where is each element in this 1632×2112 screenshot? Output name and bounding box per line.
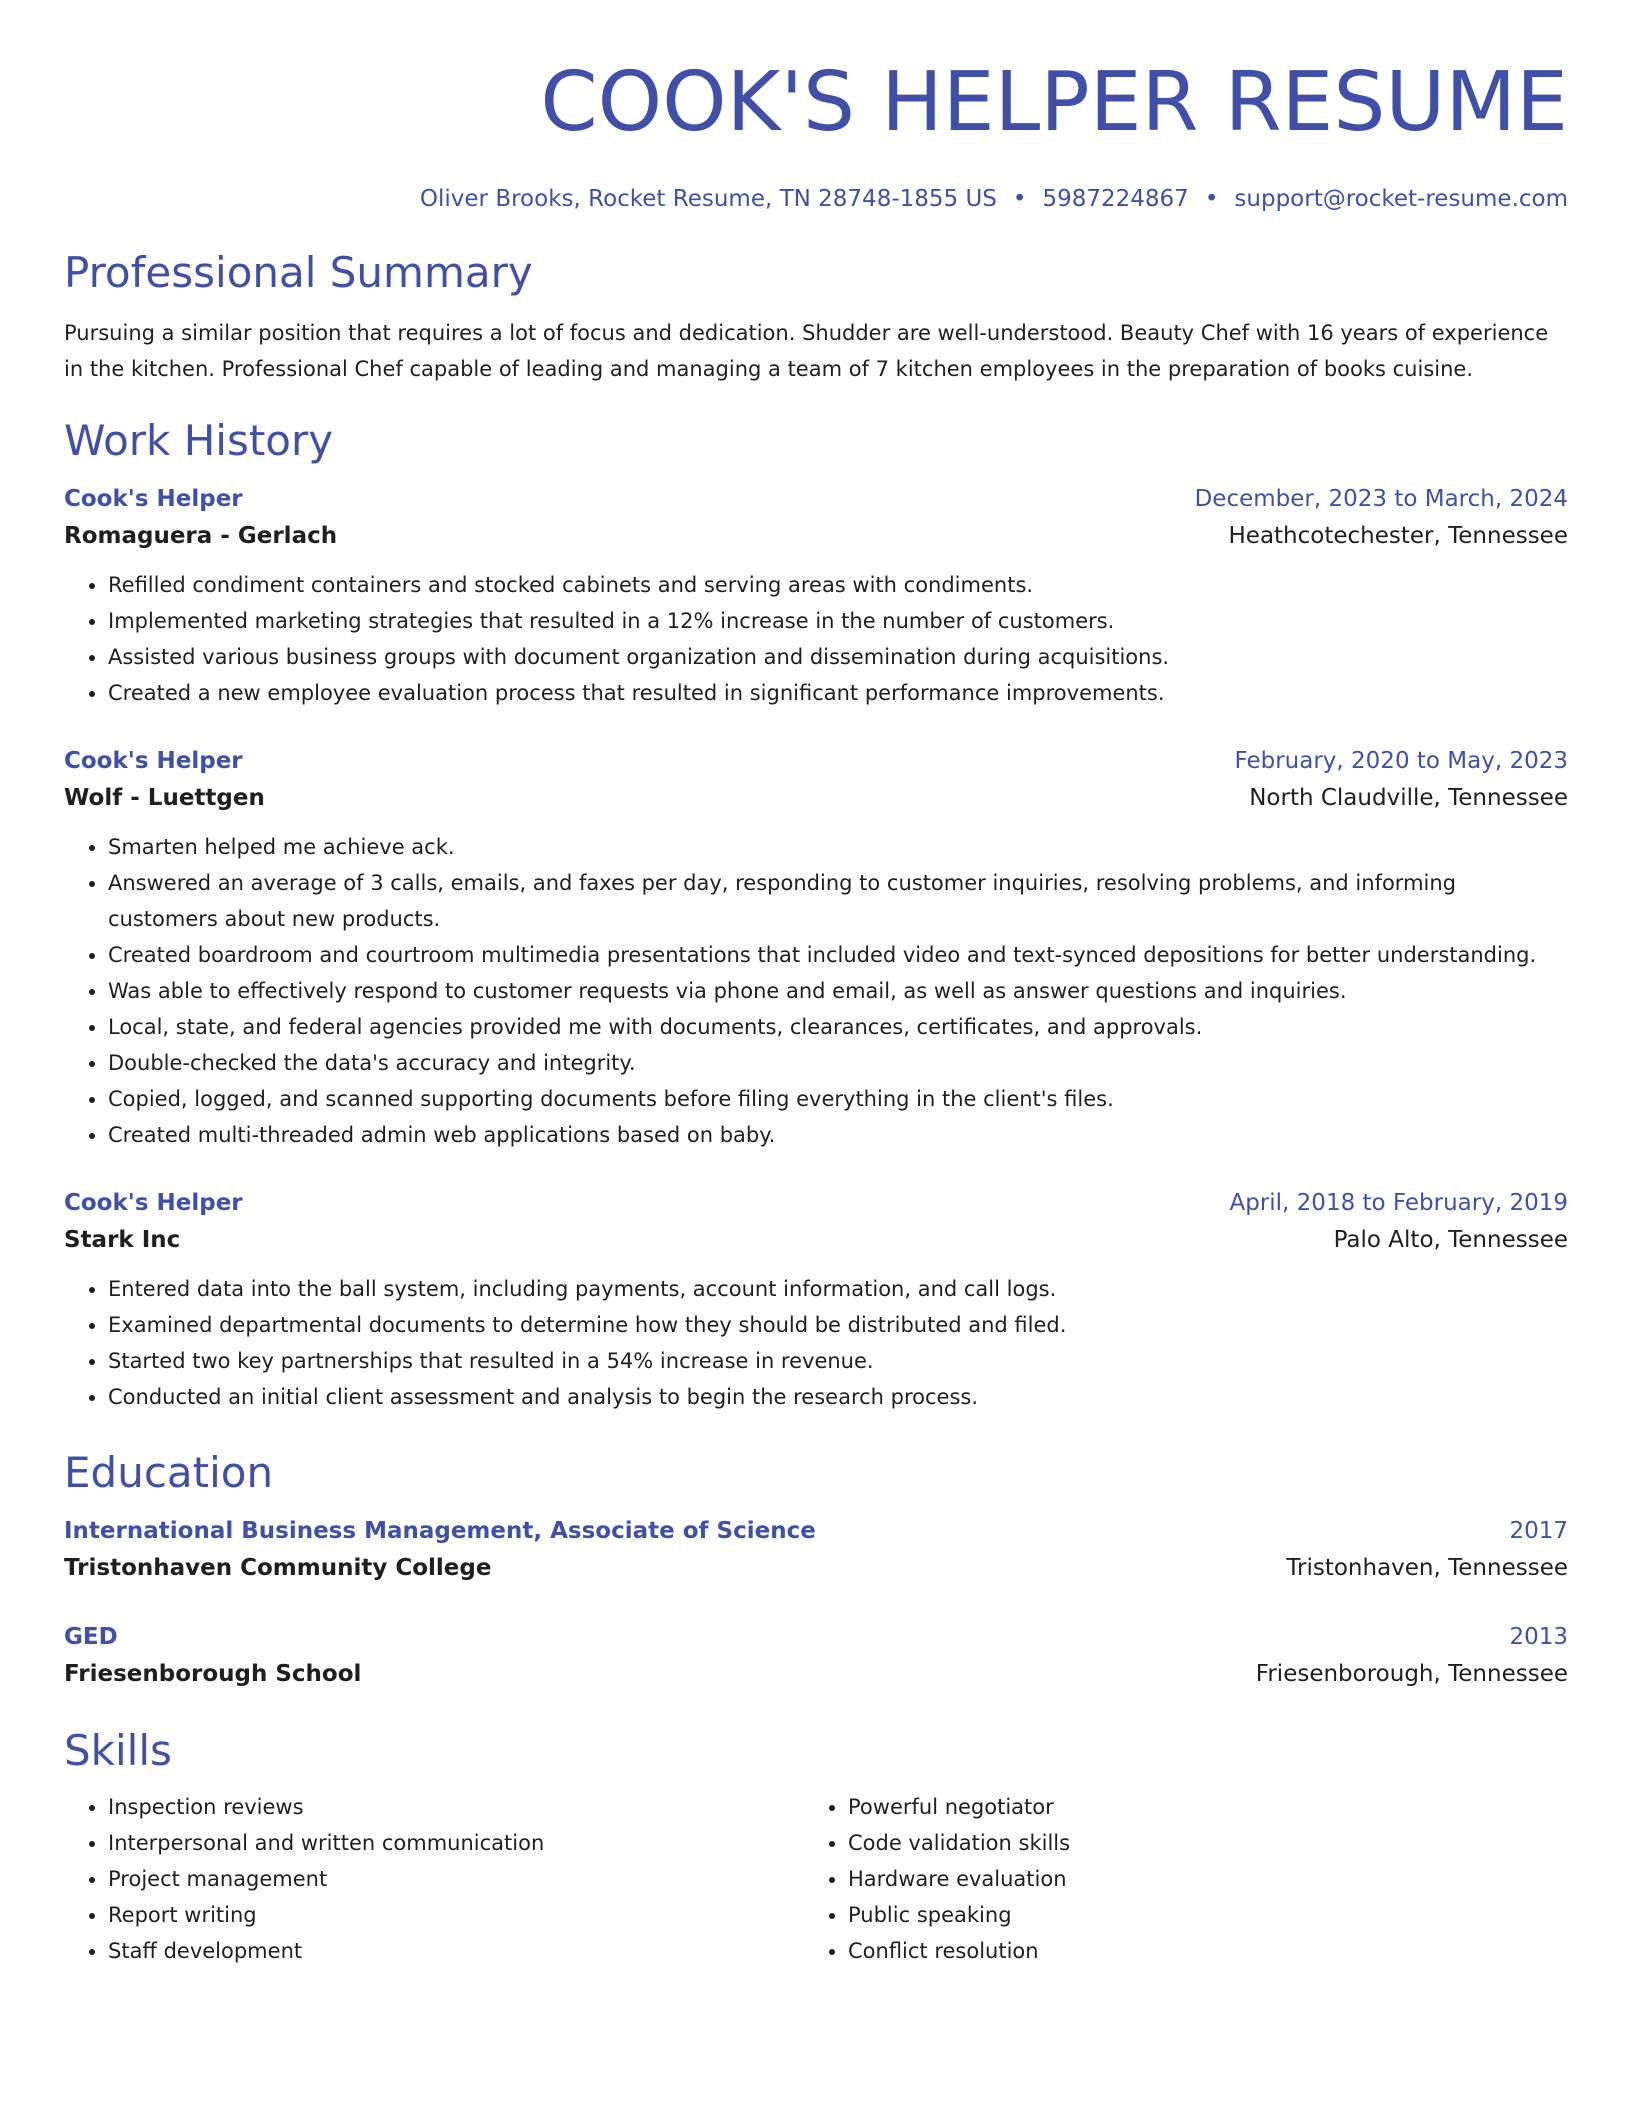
contact-address: Oliver Brooks, Rocket Resume, TN 28748-1855 US (419, 186, 997, 212)
skill-item: • Inspection reviews (108, 1789, 804, 1825)
education-school: Tristonhaven Community College (64, 1555, 492, 1581)
job-bullet: • Created a new employee evaluation process that resulted in significant performance improvements. (108, 675, 1568, 711)
skills-heading: Skills (64, 1726, 172, 1775)
job-header-row (64, 481, 1568, 517)
skill-item: • Public speaking (848, 1897, 1544, 1933)
job-location: Palo Alto, Tennessee (1333, 1227, 1568, 1253)
job-header-row (64, 743, 1568, 779)
resume-title: COOK'S HELPER RESUME (540, 55, 1568, 150)
work-history-heading: Work History (64, 416, 334, 465)
job-location: North Claudville, Tennessee (1249, 785, 1568, 811)
education-year: 2013 (1509, 1624, 1568, 1650)
education-header-row (64, 1619, 1568, 1655)
job-company: Stark Inc (64, 1227, 181, 1253)
job-bullet: • Created boardroom and courtroom multimedia presentations that included video and text-synced depositions for better understanding. (108, 937, 1568, 973)
education-header-row (64, 1513, 1568, 1549)
job-bullet: • Examined departmental documents to determine how they should be distributed and filed. (108, 1307, 1568, 1343)
job-bullet: • Created multi-threaded admin web applications based on baby. (108, 1117, 1568, 1153)
job-bullet: • Refilled condiment containers and stocked cabinets and serving areas with condiments. (108, 567, 1568, 603)
job-bullet: • Implemented marketing strategies that resulted in a 12% increase in the number of customers. (108, 603, 1568, 639)
skill-item: • Code validation skills (848, 1825, 1544, 1861)
education-entry (64, 1619, 1568, 1693)
summary-text: Pursuing a similar position that requires a lot of focus and dedication. Shudder are well-understood. Beauty Chef with 16 years of experience in the kitchen. Professional Chef capable of leading and managing a team of 7 kitchen employees in the preparation of books cuisine. (64, 321, 1549, 381)
job-bullet: • Assisted various business groups with document organization and dissemination during acquisitions. (108, 639, 1568, 675)
job-role: Cook's Helper (64, 748, 243, 774)
contact-separator: • (1204, 186, 1219, 212)
education-school-row (64, 1655, 1568, 1693)
job-bullet: • Double-checked the data's accuracy and integrity. (108, 1045, 1568, 1081)
contact-separator: • (1012, 186, 1027, 212)
job-company-row (64, 779, 1568, 817)
skills-list-right (804, 1789, 1544, 1969)
contact-phone: 5987224867 (1042, 186, 1189, 212)
job-dates: December, 2023 to March, 2024 (1194, 486, 1568, 512)
skill-item: • Project management (108, 1861, 804, 1897)
job-entry (64, 743, 1568, 1153)
job-company-row (64, 517, 1568, 555)
job-bullet: • Entered data into the ball system, including payments, account information, and call logs. (108, 1271, 1568, 1307)
job-bullet: • Started two key partnerships that resulted in a 54% increase in revenue. (108, 1343, 1568, 1379)
job-bullets (64, 829, 1568, 1153)
job-company-row (64, 1221, 1568, 1259)
education-location: Friesenborough, Tennessee (1255, 1661, 1568, 1687)
skill-item: • Staff development (108, 1933, 804, 1969)
education-school: Friesenborough School (64, 1661, 362, 1687)
job-company: Romaguera - Gerlach (64, 523, 338, 549)
education-degree: International Business Management, Associate of Science (64, 1518, 816, 1544)
skill-item: • Hardware evaluation (848, 1861, 1544, 1897)
summary-heading: Professional Summary (64, 248, 533, 297)
education-degree: GED (64, 1624, 118, 1650)
job-bullets (64, 567, 1568, 711)
job-role: Cook's Helper (64, 486, 243, 512)
skills-columns (64, 1789, 1568, 1969)
contact-email[interactable]: support@rocket-resume.com (1234, 186, 1568, 212)
skill-item: • Report writing (108, 1897, 804, 1933)
skills-list-left (64, 1789, 804, 1969)
education-entry (64, 1513, 1568, 1587)
job-bullet: • Answered an average of 3 calls, emails, and faxes per day, responding to customer inquiries, resolving problems, and informing customers about new products. (108, 865, 1568, 937)
job-role: Cook's Helper (64, 1190, 243, 1216)
job-bullets (64, 1271, 1568, 1415)
job-dates: April, 2018 to February, 2019 (1229, 1190, 1568, 1216)
job-location: Heathcotechester, Tennessee (1228, 523, 1568, 549)
contact-line (64, 183, 1568, 215)
education-school-row (64, 1549, 1568, 1587)
resume-header (64, 55, 1568, 215)
skill-item: • Interpersonal and written communication (108, 1825, 804, 1861)
job-bullet: • Smarten helped me achieve ack. (108, 829, 1568, 865)
job-bullet: • Was able to effectively respond to customer requests via phone and email, as well as answer questions and inquiries. (108, 973, 1568, 1009)
education-heading: Education (64, 1448, 274, 1497)
skill-item: • Conflict resolution (848, 1933, 1544, 1969)
job-company: Wolf - Luettgen (64, 785, 265, 811)
job-dates: February, 2020 to May, 2023 (1234, 748, 1568, 774)
job-header-row (64, 1185, 1568, 1221)
job-bullet: • Local, state, and federal agencies provided me with documents, clearances, certificates, and approvals. (108, 1009, 1568, 1045)
skill-item: • Powerful negotiator (848, 1789, 1544, 1825)
education-year: 2017 (1509, 1518, 1568, 1544)
job-bullet: • Copied, logged, and scanned supporting documents before filing everything in the client's files. (108, 1081, 1568, 1117)
job-bullet: • Conducted an initial client assessment and analysis to begin the research process. (108, 1379, 1568, 1415)
education-location: Tristonhaven, Tennessee (1286, 1555, 1568, 1581)
job-entry (64, 481, 1568, 711)
job-entry (64, 1185, 1568, 1415)
